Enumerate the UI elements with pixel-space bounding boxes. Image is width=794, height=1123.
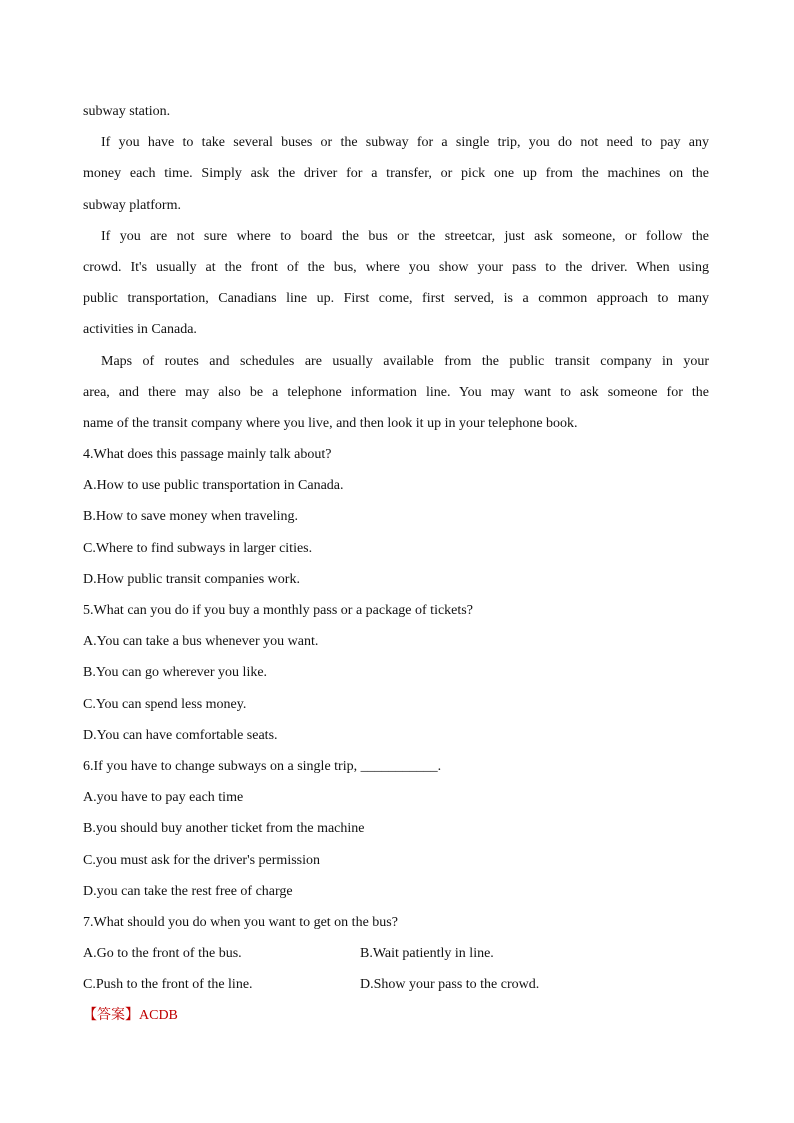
passage-line: public transportation, Canadians line up. First come, first served, is a common approach to many (83, 291, 709, 307)
question-option: A.How to use public transportation in Canada. (83, 478, 344, 494)
question-stem: 7.What should you do when you want to get on the bus? (83, 914, 398, 930)
passage-line: activities in Canada. (83, 322, 197, 338)
question-option: B.You can go wherever you like. (83, 665, 268, 681)
question-stem: 5.What can you do if you buy a monthly pass or a package of tickets? (83, 603, 473, 618)
passage-line: money each time. Simply ask the driver for a transfer, or pick one up from the machines on the (83, 166, 709, 182)
question-option: B.you should buy another ticket from the machine (83, 821, 365, 837)
question-option: A.You can take a bus whenever you want. (83, 634, 319, 650)
question-option: C.You can spend less money. (83, 696, 247, 712)
passage-line: If you have to take several buses or the subway for a single trip, you do not need to pay any (101, 135, 709, 151)
question-option: A.you have to pay each time (83, 790, 244, 806)
answer-value: ACDB (139, 1008, 178, 1024)
passage (83, 96, 709, 439)
question-6 (83, 751, 709, 907)
answer-line (83, 1000, 709, 1031)
question-option-row (83, 969, 709, 1000)
question-option: C.Push to the front of the line. (83, 977, 253, 993)
question-option: C.you must ask for the driver's permission (83, 852, 320, 868)
passage-line: name of the transit company where you live, and then look it up in your telephone book. (83, 415, 578, 431)
passage-line: subway platform. (83, 197, 181, 213)
passage-line: If you are not sure where to board the bus or the streetcar, just ask someone, or follow the (101, 228, 709, 244)
question-stem: 6.If you have to change subways on a single trip, ___________. (83, 758, 442, 774)
question-5 (83, 595, 709, 751)
question-option-row (83, 938, 709, 969)
question-option: A.Go to the front of the bus. (83, 946, 242, 962)
passage-line: Maps of routes and schedules are usually available from the public transit company in your (101, 353, 709, 369)
question-7 (83, 907, 709, 1001)
question-option: B.How to save money when traveling. (83, 509, 299, 525)
question-4 (83, 439, 709, 595)
question-option: B.Wait patiently in line. (360, 946, 494, 962)
passage-line: subway station. (83, 104, 171, 119)
question-stem: 4.What does this passage mainly talk about? (83, 447, 332, 463)
question-option: D.you can take the rest free of charge (83, 883, 293, 899)
question-option: C.Where to find subways in larger cities. (83, 540, 313, 556)
answer-label: 【答案】 (83, 1008, 139, 1024)
passage-line: crowd. It's usually at the front of the bus, where you show your pass to the driver. When using (83, 259, 709, 275)
document-content (83, 96, 709, 1032)
passage-line: area, and there may also be a telephone information line. You may want to ask someone for the (83, 384, 709, 400)
question-option: D.You can have comfortable seats. (83, 727, 278, 743)
question-option: D.How public transit companies work. (83, 571, 300, 587)
question-option: D.Show your pass to the crowd. (360, 977, 540, 993)
